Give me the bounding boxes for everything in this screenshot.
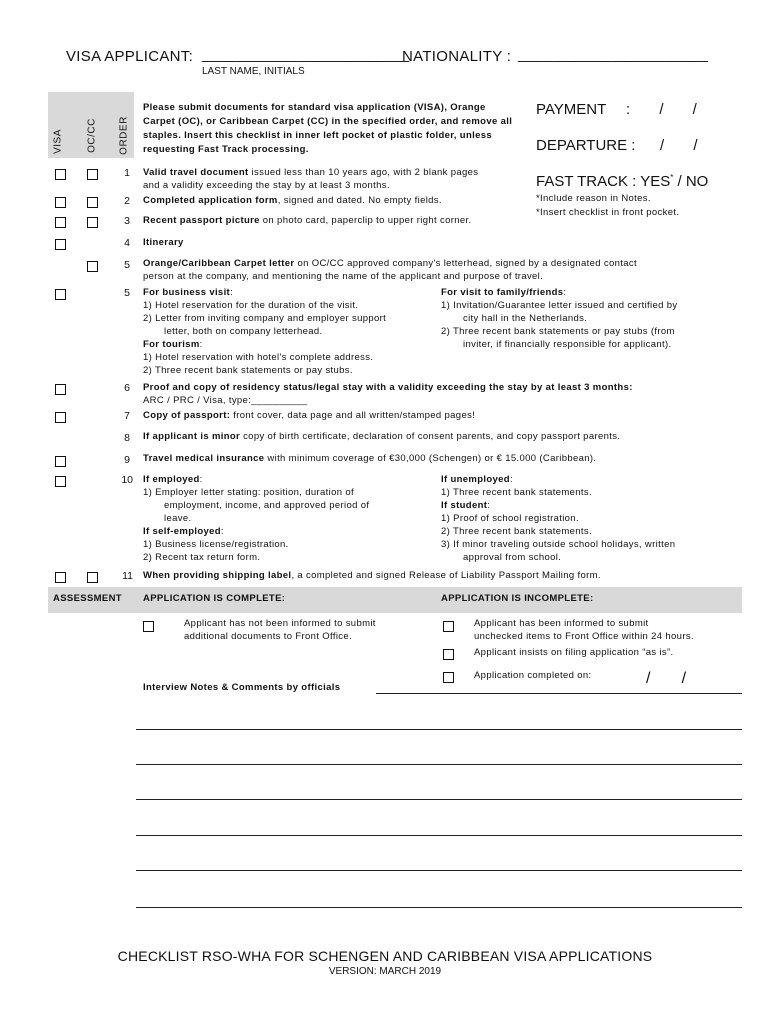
employed-heading [143,474,203,487]
family-req-1: 1) Invitation/Guarantee letter issued and certified by [441,300,678,311]
tourism-heading [143,339,203,352]
item-11-text: , a completed and signed Release of Liability Passport Mailing form. [291,570,601,581]
item-number: 2 [124,195,130,207]
item-3-text: on photo card, paperclip to upper right corner. [259,215,472,226]
unemployed-req-1: 1) Three recent bank statements. [441,487,592,498]
incomplete-option-3: Application completed on: [474,670,592,681]
tourism-title: For tourism [143,339,200,350]
unemployed-title: If unemployed [441,474,510,485]
item-7-text: front cover, data page and all written/stamped pages! [230,410,476,421]
visa-checkbox-5b[interactable] [55,289,66,300]
business-req-2: 2) Letter from inviting company and employer support [143,313,387,324]
occc-checkbox-3[interactable] [87,217,98,228]
student-req-3: 3) If minor traveling outside school holidays, written [441,539,676,550]
family-req-1-cont: city hall in the Netherlands. [463,313,588,324]
nationality-field[interactable]: ______________________ [518,46,709,63]
visa-checkbox-4[interactable] [55,239,66,250]
item-2-title: Completed application form [143,195,278,206]
item-9 [143,453,596,466]
self-employed-title: If self-employed [143,526,221,537]
self-employed-req-1: 1) Business license/registration. [143,539,289,550]
item-7-title: Copy of passport: [143,410,231,421]
notes-line[interactable] [376,693,742,694]
item-number: 4 [124,237,130,249]
business-req-1: 1) Hotel reservation for the duration of the visit. [143,300,359,311]
column-visa: VISA [52,129,64,154]
footer-title: CHECKLIST RSO-WHA FOR SCHENGEN AND CARIBBEAN VISA APPLICATIONS [117,948,653,964]
item-5a-text: on OC/CC approved company's letterhead, signed by a designated contact [294,258,637,269]
item-11-title: When providing shipping label [143,570,292,581]
family-req-2-cont: inviter, if financially responsible for applicant). [463,339,672,350]
payment-date[interactable]: : / / [626,101,697,118]
departure-date[interactable]: / / [660,137,698,154]
visa-checkbox-6[interactable] [55,384,66,395]
assessment-label: ASSESSMENT [53,593,122,604]
unemployed-colon: : [509,474,513,485]
item-5a-line-2: person at the company, and mentioning the name of the applicant and purpose of travel. [143,271,544,282]
complete-option-1: Applicant has not been informed to submit [184,618,376,629]
item-number: 5 [124,259,130,271]
student-req-3-cont: approval from school. [463,552,562,563]
item-6-title: Proof and copy of residency status/legal stay with a validity exceeding the stay by at least 3 months: [143,382,633,393]
item-9-title: Travel medical insurance [143,453,265,464]
employed-req-1-cont: employment, income, and approved period of [164,500,370,511]
tourism-colon: : [199,339,203,350]
item-3 [143,215,471,228]
item-11 [143,570,601,583]
item-8 [143,431,620,444]
nationality-label: NATIONALITY : [402,48,512,65]
business-req-2-cont: letter, both on company letterhead. [164,326,323,337]
payment-label: PAYMENT [536,101,607,118]
item-4-title: Itinerary [143,237,184,248]
item-number: 1 [124,167,130,179]
item-2 [143,195,442,208]
incomplete-checkbox-2[interactable] [443,649,454,660]
tourism-req-1: 1) Hotel reservation with hotel's complete address. [143,352,374,363]
visa-checkbox-2[interactable] [55,197,66,208]
item-2-text: , signed and dated. No empty fields. [277,195,442,206]
occc-checkbox-5a[interactable] [87,261,98,272]
column-occc: OC/CC [86,118,98,153]
self-employed-heading [143,526,224,539]
self-employed-colon: : [220,526,224,537]
complete-option-1-cont: additional documents to Front Office. [184,631,353,642]
item-8-title: If applicant is minor [143,431,241,442]
item-number: 10 [121,474,133,486]
complete-checkbox[interactable] [143,621,154,632]
visa-checkbox-9[interactable] [55,456,66,467]
item-1-text: issued less than 10 years ago, with 2 blank pages [248,167,479,178]
visa-checkbox-10[interactable] [55,476,66,487]
incomplete-checkbox-3[interactable] [443,672,454,683]
student-req-1: 1) Proof of school registration. [441,513,579,524]
notes-line[interactable] [136,764,742,765]
employed-title: If employed [143,474,200,485]
item-9-text: with minimum coverage of €30,000 (Schengen) or € 15.000 (Caribbean). [264,453,597,464]
notes-line[interactable] [136,870,742,871]
student-title: If student [441,500,488,511]
family-req-2: 2) Three recent bank statements or pay stubs (from [441,326,675,337]
notes-label: Interview Notes & Comments by officials [143,682,341,693]
item-number: 8 [124,432,130,444]
notes-line[interactable] [136,835,742,836]
departure-label: DEPARTURE : [536,137,636,154]
last-name-caption: LAST NAME, INITIALS [202,66,305,77]
item-1 [143,167,478,180]
item-number: 11 [122,570,133,582]
visa-applicant-field[interactable]: ________________________ [202,46,410,63]
notes-line[interactable] [136,907,742,908]
item-5a [143,258,637,271]
student-colon: : [487,500,491,511]
family-visit-heading [441,287,566,300]
item-number: 7 [124,410,130,422]
item-8-text: copy of birth certificate, declaration of consent parents, and copy passport parents. [240,431,621,442]
item-number: 9 [124,454,130,466]
occc-checkbox-11[interactable] [87,572,98,583]
item-3-title: Recent passport picture [143,215,260,226]
employed-req-1: 1) Employer letter stating: position, duration of [143,487,354,498]
occc-checkbox-1[interactable] [87,169,98,180]
family-visit-colon: : [563,287,567,298]
completed-on-date[interactable]: / / [646,670,687,687]
item-5a-title: Orange/Caribbean Carpet letter [143,258,295,269]
fast-track-asterisk: * [670,173,674,182]
notes-line[interactable] [136,729,742,730]
student-heading [441,500,490,513]
visa-checkbox-7[interactable] [55,412,66,423]
instructions: Please submit documents for standard visa application (VISA), Orange Carpet (OC), or Caribbean Carpet (CC) in the specified order, and remove all staples. Insert this checklist in inner left pocket of plastic folder, unless requesting Fast Track processing. [143,102,513,155]
incomplete-option-1: Applicant has been informed to submit [474,618,649,629]
item-1-line-2: and a validity exceeding the stay by at least 3 months. [143,180,390,191]
item-7 [143,410,475,423]
tourism-req-2: 2) Three recent bank statements or pay stubs. [143,365,353,376]
item-1-title: Valid travel document [143,167,249,178]
self-employed-req-2: 2) Recent tax return form. [143,552,261,563]
business-visit-title: For business visit [143,287,231,298]
fast-track[interactable] [536,173,708,190]
visa-checkbox-1[interactable] [55,169,66,180]
student-req-2: 2) Three recent bank statements. [441,526,592,537]
visa-applicant-label: VISA APPLICANT: [66,48,194,65]
incomplete-option-1-cont: unchecked items to Front Office within 24 hours. [474,631,694,642]
incomplete-checkbox-1[interactable] [443,621,454,632]
occc-checkbox-2[interactable] [87,197,98,208]
employed-req-1-cont2: leave. [164,513,192,524]
visa-checkbox-11[interactable] [55,572,66,583]
family-visit-title: For visit to family/friends [441,287,564,298]
business-visit-heading [143,287,233,300]
visa-checkbox-3[interactable] [55,217,66,228]
footer-version: VERSION: MARCH 2019 [328,966,442,977]
column-order: ORDER [118,116,130,155]
item-6-line-2[interactable]: ARC / PRC / Visa, type:__________ [143,395,308,406]
unemployed-heading [441,474,513,487]
employed-colon: : [199,474,203,485]
fast-track-label: FAST TRACK : YES [536,173,671,190]
complete-heading: APPLICATION IS COMPLETE: [143,593,286,604]
fast-track-no: / NO [677,173,709,190]
notes-line[interactable] [136,799,742,800]
fast-track-note-2: *Insert checklist in front pocket. [536,207,680,218]
fast-track-note-1: *Include reason in Notes. [536,193,651,204]
incomplete-option-2: Applicant insists on filing application “as is”. [474,647,674,658]
item-number: 3 [124,215,130,227]
business-visit-colon: : [230,287,234,298]
incomplete-heading: APPLICATION IS INCOMPLETE: [441,593,594,604]
item-number: 6 [124,382,130,394]
item-number: 5 [124,287,130,299]
